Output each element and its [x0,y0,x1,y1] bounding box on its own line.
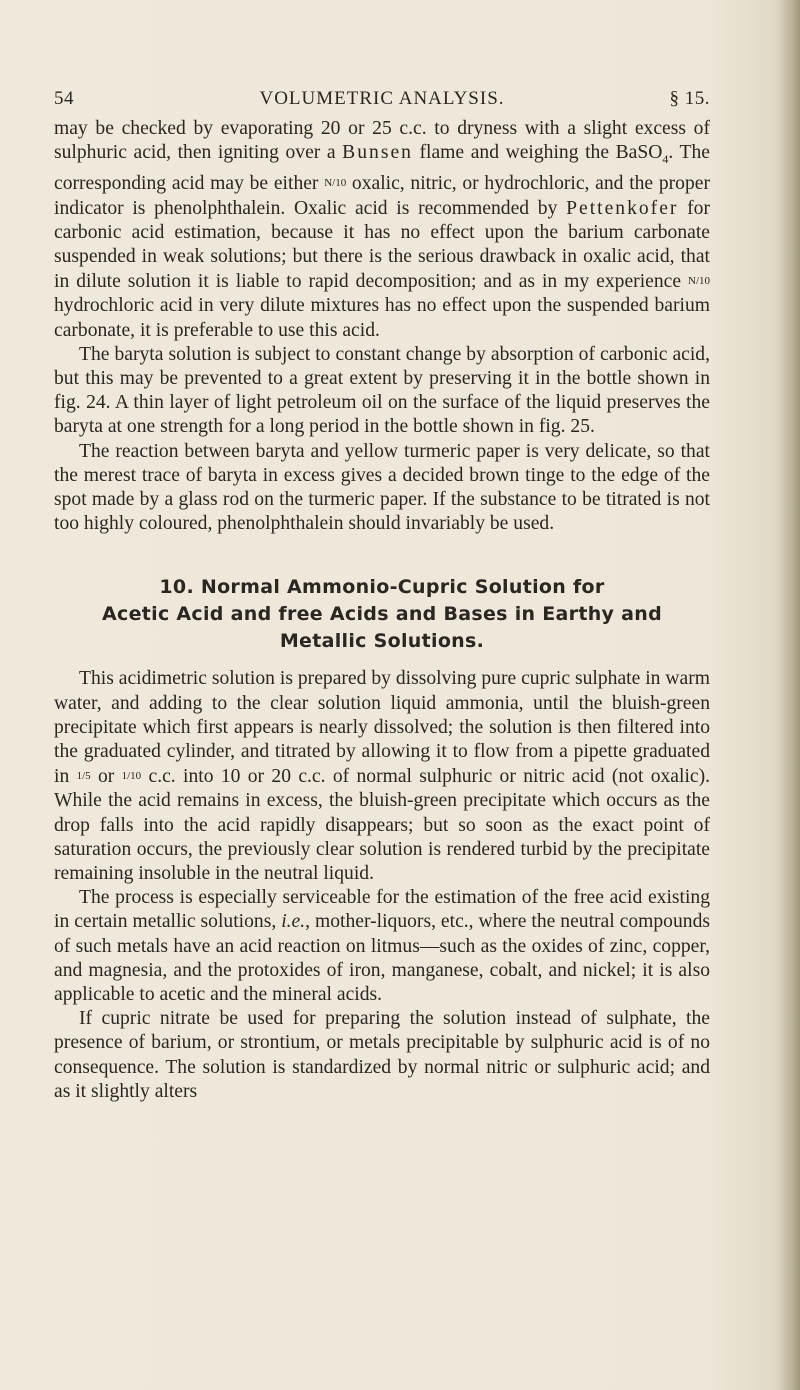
name-bunsen: Bunsen [342,142,413,164]
paragraph-3: The reaction between baryta and yellow turmeric paper is very delicate, so that the merest trace of baryta in excess gives a decided brown tinge to the edge of the spot made by a glass rod on the turmeric paper. If the substance to be titrated is not too highly coloured, phenolphthalein should invariably be used. [54,440,710,535]
paragraph-1: may be checked by evaporating 20 or 25 c.c. to dryness with a slight excess of sulphuric acid, then igniting over a Bunsen flame and weighing the BaSO$_4$. The corresponding acid may be either N/10 oxalic, nitric, or hydrochloric, and the proper indicator is phenolphthalein. Oxalic acid is recommended by Pettenkofer for carbonic acid estimation, because it has no effect upon the barium carbonate suspended in weak solutions; but there is the serious drawback in oxalic acid, that in dilute solution it is liable to rapid decomposition; and as in my experience N/10 hydrochloric acid in very dilute mixtures has no effect upon the suspended barium carbonate, it is preferable to use this acid. [54,118,711,341]
paragraph-4: This acidimetric solution is prepared by dissolving pure cupric sulphate in warm water, and adding to the clear solution liquid ammonia, until the bluish-green precipitate which first appears is nearly dissolved; the solution is then filtered into the graduated cylinder, and titrated by allowing it to flow from a pipette graduated in 1/5 or 1/10 c.c. into 10 or 20 c.c. of normal sulphuric or nitric acid (not oxalic). While the acid remains in excess, the bluish-green precipitate which occurs as the drop falls into the acid rapidly disappears; but so soon as the exact point of saturation occurs, the previously clear solution is rendered turbid by the precipitate remaining insoluble in the neutral liquid. [54,668,711,884]
page-number: 54 [54,88,74,109]
page-edge-shadow [778,0,800,1390]
section-heading [54,574,710,655]
paragraph-2: The baryta solution is subject to constant change by absorption of carbonic acid, but this may be prevented to a great extent by preserving it in the bottle shown in fig. 24. A thin layer of light petroleum oil on the surface of the liquid preserves the baryta at one strength for a long period in the bottle shown in fig. 25. [54,343,710,438]
page-body [54,117,710,1104]
fraction: 1/10 [121,770,142,783]
running-title: VOLUMETRIC ANALYSIS. [259,88,505,109]
fraction: N/10 [688,275,710,288]
section-number: § 15. [669,88,710,109]
running-header [54,88,710,114]
name-pettenkofer: Pettenkofer [566,197,679,219]
heading-line: Acetic Acid and free Acids and Bases in Earthy and [102,603,662,626]
paragraph-5: The process is especially serviceable for the estimation of the free acid existing in certain metallic solutions, i.e., mother-liquors, etc., where the neutral compounds of such metals have an acid reaction on litmus—such as the oxides of zinc, copper, and magnesia, and the protoxides of iron, manganese, cobalt, and nickel; it is also applicable to acetic and the mineral acids. [54,887,710,1005]
fraction: N/10 [324,177,347,190]
paragraph-6: If cupric nitrate be used for preparing the solution instead of sulphate, the presence of barium, or strontium, or metals precipitable by sulphuric acid is of no consequence. The solution is standardized by normal nitric or sulphuric acid; and as it slightly alters [54,1008,710,1102]
heading-line: 10. Normal Ammonio-Cupric Solution for [159,576,605,599]
heading-line: Metallic Solutions. [279,630,485,653]
fraction: 1/5 [76,770,91,783]
